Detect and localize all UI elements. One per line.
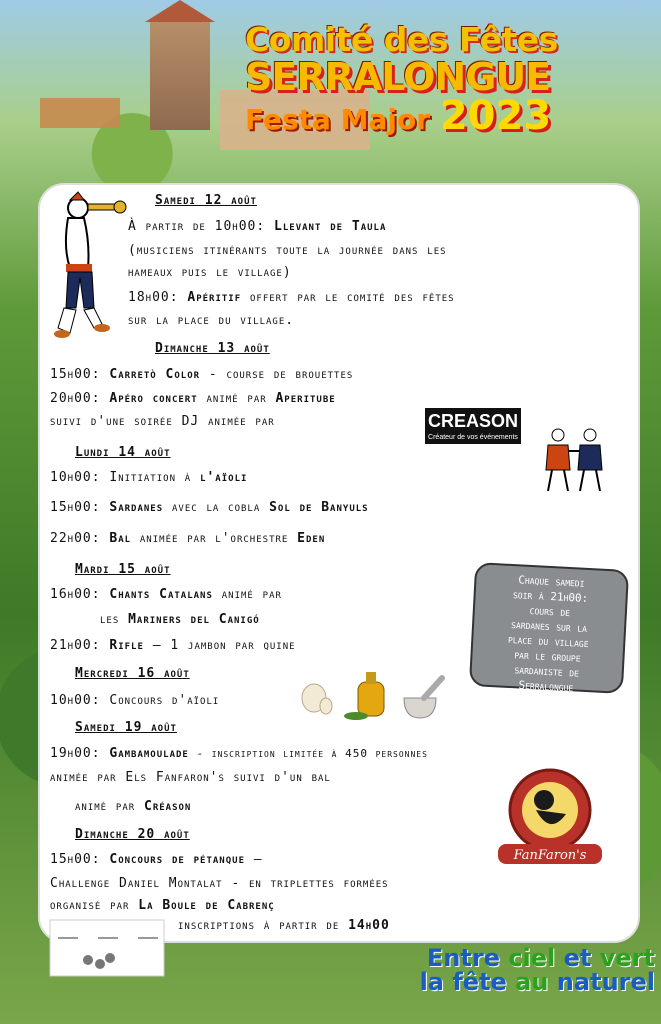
event-inscriptions: inscriptions à partir de 14h00 xyxy=(178,918,390,933)
church-illustration xyxy=(150,20,210,130)
title-year: 2023 xyxy=(439,93,552,139)
fanfarons-logo xyxy=(496,766,604,866)
event-bal-creason: animé par Créason xyxy=(75,799,192,814)
creason-logo: CREASON Créateur de vos événements xyxy=(425,408,521,444)
event-gambamoulade-anim: animée par Els Fanfaron's suivi d'un bal xyxy=(50,770,331,785)
event-aperitif: 18h00: Apéritif offert par le comité des fêtes xyxy=(128,290,455,305)
event-mariners: les Mariners del Canigó xyxy=(100,612,260,627)
village-roof-illustration xyxy=(40,98,120,128)
event-llevant-note-1: (musiciens itinérants toute la journée dans les xyxy=(128,243,447,258)
event-aperitif-place: sur la place du village. xyxy=(128,313,295,328)
event-concours-aioli: 10h00: Concours d'aïoli xyxy=(50,693,220,708)
slogan-line-1: Entre ciel et vert xyxy=(426,944,655,972)
event-challenge-montalat: Challenge Daniel Montalat - en triplettes formées xyxy=(50,876,389,891)
event-llevant-note-2: hameaux puis le village) xyxy=(128,265,292,280)
slogan xyxy=(360,944,655,996)
title-festa-major: Festa Major xyxy=(245,103,431,136)
day-heading-mardi-15: Mardi 15 août xyxy=(75,562,171,577)
day-heading-dimanche-13: Dimanche 13 août xyxy=(155,341,270,356)
day-heading-lundi-14: Lundi 14 août xyxy=(75,445,171,460)
slogan-line-2: la fête au naturel xyxy=(419,968,655,996)
event-llevant-de-taula: À partir de 10h00: Llevant de Taula xyxy=(128,219,387,234)
petanque-illustration xyxy=(48,918,166,978)
title-line-3 xyxy=(245,93,655,139)
event-rifle: 21h00: Rifle – 1 jambon par quine xyxy=(50,638,296,653)
event-bal-eden: 22h00: Bal animée par l'orchestre Eden xyxy=(50,531,326,546)
day-heading-samedi-12: Samedi 12 août xyxy=(155,193,257,208)
event-organise-par: organisé par La Boule de Cabrenç xyxy=(50,898,275,913)
title-line-2: SERRALONGUE xyxy=(245,55,551,99)
day-heading-mercredi-16: Mercredi 16 août xyxy=(75,666,190,681)
day-heading-samedi-19: Samedi 19 août xyxy=(75,720,177,735)
sardanes-weekly-badge: Chaque samedi soir à 21h00: cours de sardanes sur la place du village par le groupe sardaniste de Serralongue xyxy=(469,562,629,694)
event-petanque: 15h00: Concours de pétanque – xyxy=(50,852,263,867)
title-line-1: Comité des Fêtes xyxy=(245,20,558,59)
poster-title xyxy=(245,20,655,139)
sardane-dancers-illustration xyxy=(540,425,610,495)
event-gambamoulade: 19h00: Gambamoulade - inscription limitée à 450 personnes xyxy=(50,746,428,761)
aioli-ingredients-illustration xyxy=(296,668,446,722)
trumpet-player-illustration xyxy=(48,188,128,348)
event-initiation-aioli: 10h00: Initiation à l'aïoli xyxy=(50,470,248,485)
day-heading-dimanche-20: Dimanche 20 août xyxy=(75,827,190,842)
event-chants-catalans: 16h00: Chants Catalans animé par xyxy=(50,587,282,602)
svg-text:FanFaron's: FanFaron's xyxy=(513,848,587,863)
event-carreto-color: 15h00: Carretò Color - course de brouettes xyxy=(50,367,354,382)
event-apero-concert: 20h00: Apéro concert animé par Aperitube xyxy=(50,391,336,406)
event-soiree-dj: suivi d'une soirée DJ animée par xyxy=(50,414,275,429)
event-sardanes: 15h00: Sardanes avec la cobla Sol de Banyuls xyxy=(50,500,369,515)
